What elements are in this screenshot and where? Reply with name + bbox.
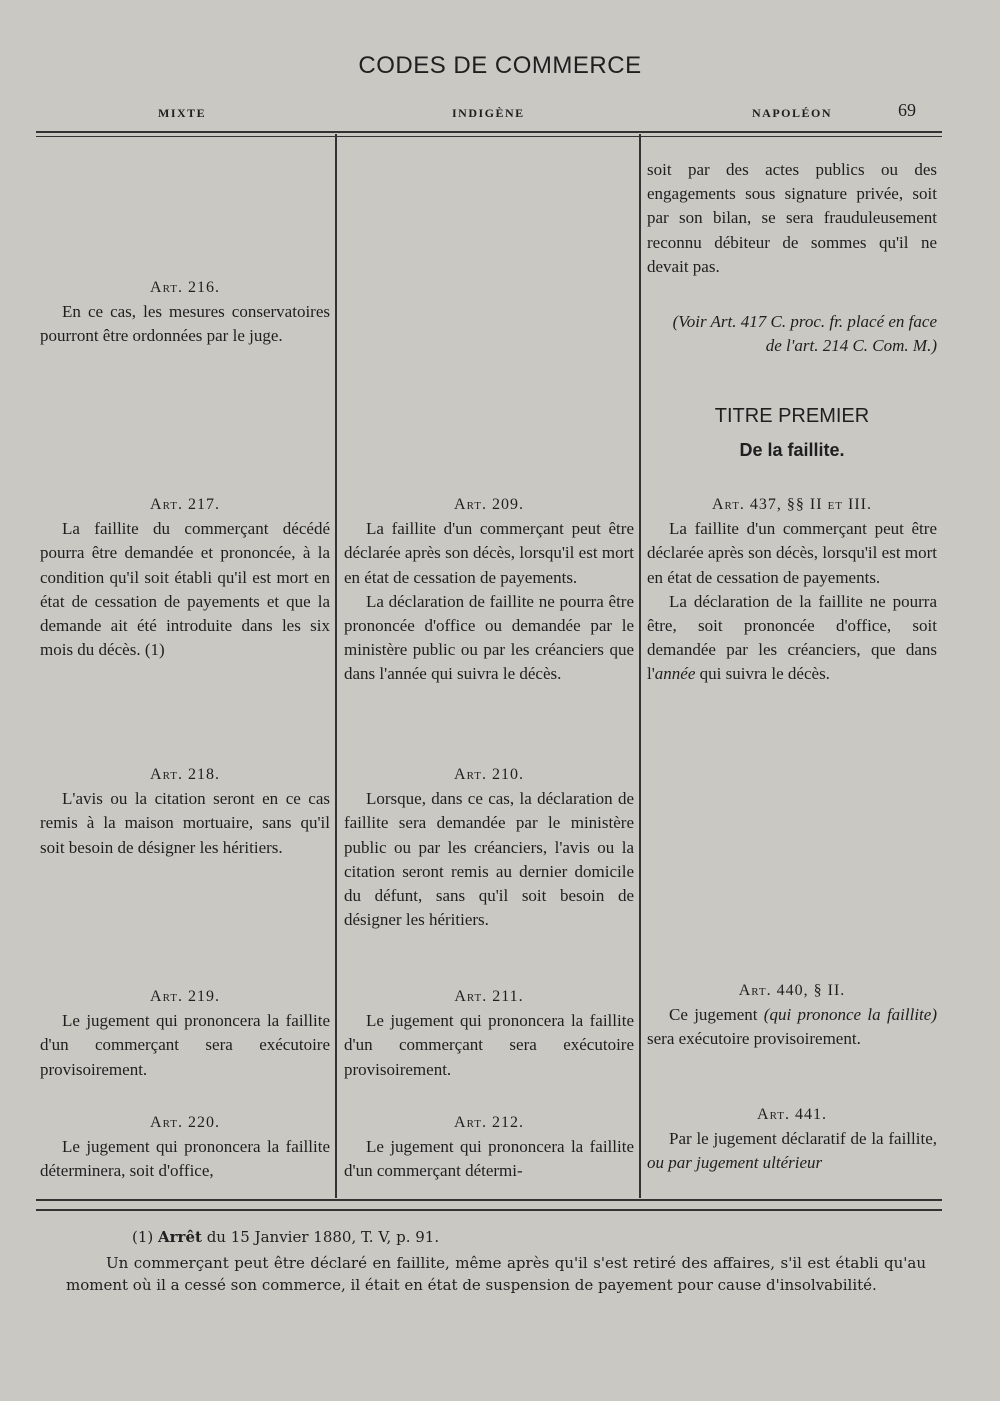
article-440 [647, 979, 937, 1052]
column-header-napoleon: NAPOLÉON [752, 106, 833, 120]
article-218 [40, 763, 330, 860]
article-220 [40, 1111, 330, 1184]
page-number: 69 [898, 100, 916, 120]
article-heading: Art. 216. [150, 279, 220, 296]
article-text: La faillite du commerçant décédé pourra être demandée et prononcée, à la condition qu'il soit établi qu'il est mort en état de cessation de payements et que la demande ait été introduite dans les six mois du décès. (1) [40, 519, 330, 660]
footnote-text: Un commerçant peut être déclaré en faillite, même après qu'il s'est retiré des affaires, s'il est établi qu'au moment où il a cessé son commerce, il était en état de suspension de payement pour cause d'insolvabilité. [66, 1254, 926, 1294]
titre-premier [647, 404, 937, 462]
article-text: Par le jugement déclaratif de la faillite, ou par jugement ultérieur [647, 1129, 937, 1173]
article-text: La faillite d'un commerçant peut être déclarée après son décès, lorsqu'il est mort en état de cessation de payements. [344, 519, 634, 587]
napoleon-intro [647, 158, 937, 279]
article-text: L'avis ou la citation seront en ce cas remis à la maison mortuaire, sans qu'il soit besoin de désigner les héritiers. [40, 789, 330, 857]
cross-reference-text: (Voir Art. 417 C. proc. fr. placé en face de l'art. 214 C. Com. M.) [672, 312, 937, 356]
article-text: Le jugement qui prononcera la faillite d'un commerçant sera exécutoire provisoirement. [40, 1011, 330, 1079]
article-text: Le jugement qui prononcera la faillite d'un commerçant sera exécutoire provisoirement. [344, 1011, 634, 1079]
article-heading: Art. 210. [454, 766, 524, 783]
article-text: La faillite d'un commerçant peut être déclarée après son décès, lorsqu'il est mort en état de cessation de payements. [647, 519, 937, 587]
column-divider-2 [639, 134, 641, 1198]
article-text: Ce jugement (qui prononce la faillite) sera exécutoire provisoirement. [647, 1005, 937, 1049]
article-text: La déclaration de faillite ne pourra être prononcée d'office ou demandée par le ministère public ou par les créanciers que dans l'année qui suivra le décès. [344, 591, 634, 684]
article-210 [344, 763, 634, 932]
article-heading: Art. 440, § II. [738, 982, 846, 999]
header-rule-bottom [36, 136, 942, 137]
article-212 [344, 1111, 634, 1184]
footer-rule [36, 1199, 942, 1201]
article-216 [40, 276, 330, 349]
napoleon-cross-reference [647, 310, 937, 358]
column-header-mixte: MIXTE [158, 106, 207, 120]
footnote-reference: (1) Arrêt du 15 Janvier 1880, T. V, p. 91. [132, 1228, 440, 1246]
article-heading: Art. 211. [454, 988, 524, 1005]
article-heading: Art. 437, §§ II et III. [711, 496, 873, 513]
intro-text: soit par des actes publics ou des engagements sous signature privée, soit par son bilan, se sera frauduleusement reconnu débiteur de sommes qu'il ne devait pas. [647, 160, 937, 276]
article-217 [40, 493, 330, 662]
article-text: En ce cas, les mesures conservatoires pourront être ordonnées par le juge. [40, 302, 330, 346]
article-437 [647, 493, 937, 687]
section-title: TITRE PREMIER [714, 405, 870, 427]
article-heading: Art. 212. [454, 1114, 524, 1131]
section-subtitle: De la faillite. [739, 440, 845, 461]
article-heading: Art. 220. [150, 1114, 220, 1131]
article-text: Le jugement qui prononcera la faillite déterminera, soit d'office, [40, 1137, 330, 1181]
article-heading: Art. 218. [150, 766, 220, 783]
article-text: Lorsque, dans ce cas, la déclaration de faillite sera demandée par le ministère public ou par les créanciers, l'avis ou la citation seront remis au dernier domicile du défunt, sans qu'il soit besoin de désigner les héritiers. [344, 789, 634, 930]
article-209 [344, 493, 634, 687]
column-divider-1 [335, 134, 337, 1198]
article-219 [40, 985, 330, 1082]
article-441 [647, 1103, 937, 1176]
article-text: Le jugement qui prononcera la faillite d'un commerçant détermi- [344, 1137, 634, 1181]
column-header-indigene: INDIGÈNE [452, 106, 525, 120]
header-rule-top [36, 131, 942, 133]
article-heading: Art. 209. [454, 496, 524, 513]
page-title: CODES DE COMMERCE [358, 52, 642, 79]
article-heading: Art. 217. [150, 496, 220, 513]
footer-rule-2 [36, 1209, 942, 1211]
article-text: La déclaration de la faillite ne pourra être, soit prononcée d'office, soit demandée par les créanciers, que dans l'année qui suivra le décès. [647, 591, 937, 684]
article-211 [344, 985, 634, 1082]
article-heading: Art. 441. [757, 1106, 827, 1123]
article-heading: Art. 219. [150, 988, 220, 1005]
